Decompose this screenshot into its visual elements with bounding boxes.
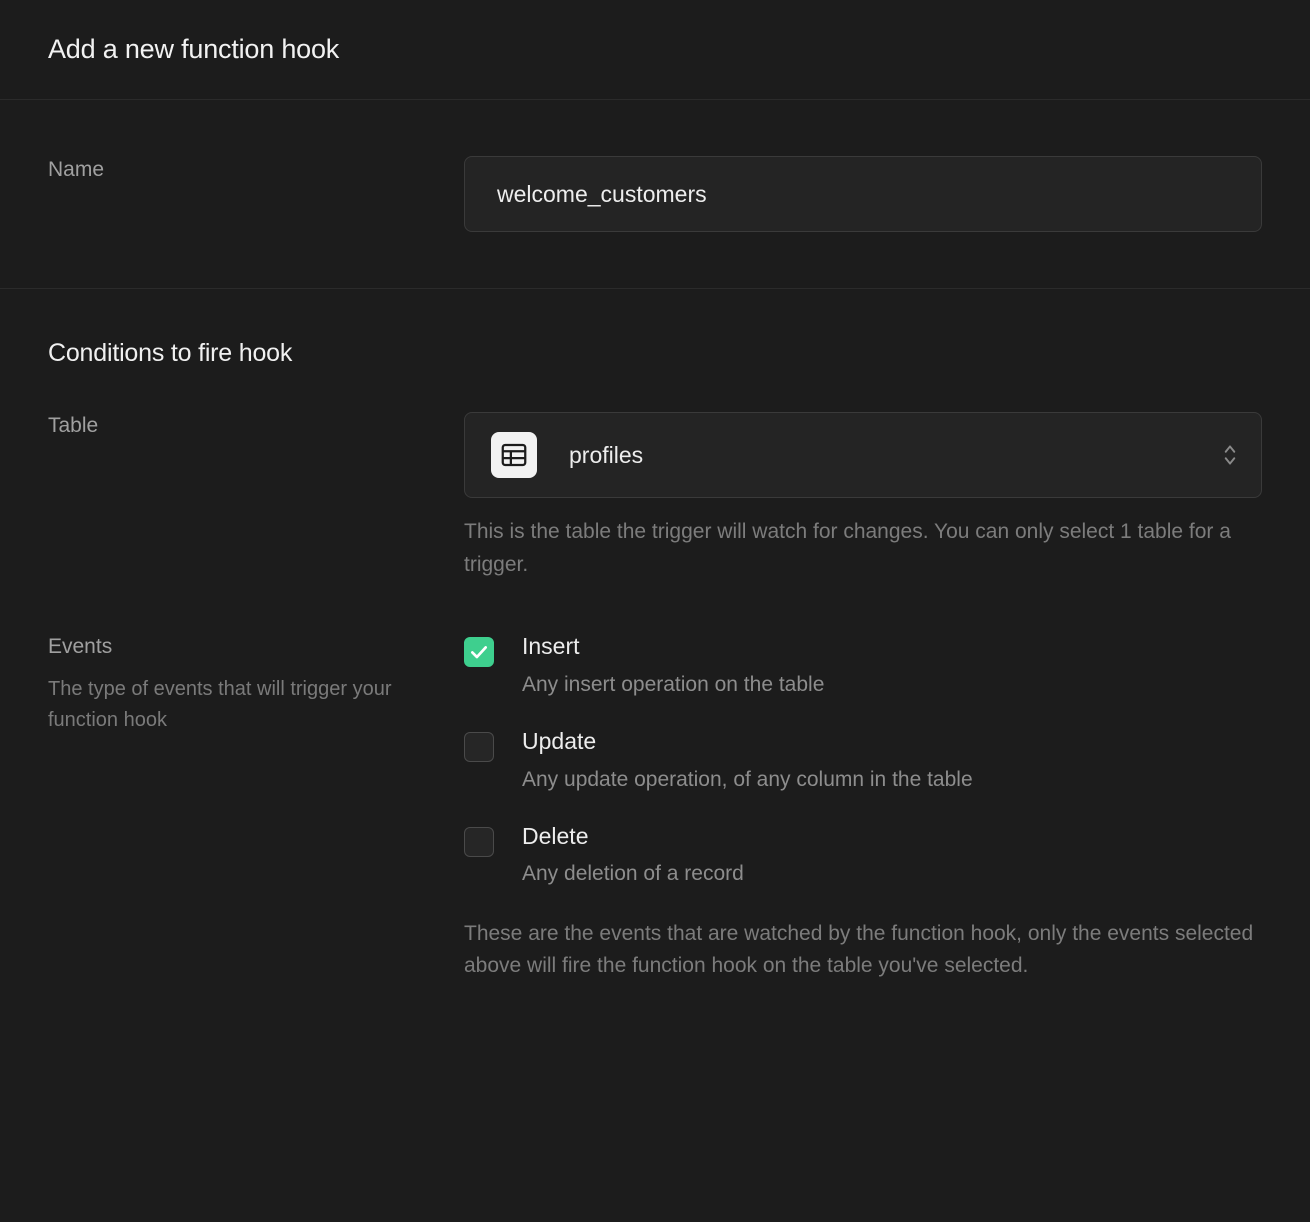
- insert-description: Any insert operation on the table: [522, 672, 825, 696]
- update-description: Any update operation, of any column in the table: [522, 767, 973, 791]
- table-field-col: [464, 412, 1262, 581]
- events-field-col: [464, 633, 1262, 983]
- table-select-hint: This is the table the trigger will watch for changes. You can only select 1 table for a trigger.: [464, 520, 1231, 576]
- chevron-up-down-icon: [1221, 440, 1239, 470]
- conditions-title: Conditions to fire hook: [48, 339, 293, 367]
- events-footer-text: These are the events that are watched by the function hook, only the events selected above will fire the function hook on the table you've selected.: [464, 921, 1254, 978]
- delete-checkbox[interactable]: [464, 827, 494, 857]
- delete-description: Any deletion of a record: [522, 862, 744, 886]
- delete-texts: [522, 823, 744, 888]
- event-option-delete[interactable]: [464, 823, 1262, 888]
- name-label-col: [48, 156, 464, 183]
- name-section: [0, 100, 1310, 289]
- events-row: [48, 633, 1262, 983]
- table-icon: [491, 432, 537, 478]
- delete-label: Delete: [522, 822, 589, 849]
- conditions-rows: [48, 412, 1262, 983]
- update-texts: [522, 728, 973, 793]
- update-label: Update: [522, 727, 597, 754]
- conditions-section: [0, 289, 1310, 983]
- table-label: Table: [48, 414, 99, 437]
- insert-checkbox[interactable]: [464, 637, 494, 667]
- table-row: [48, 412, 1262, 581]
- table-select-value: profiles: [569, 441, 644, 468]
- table-select[interactable]: [464, 412, 1262, 498]
- insert-label: Insert: [522, 633, 580, 660]
- table-label-col: [48, 412, 464, 439]
- event-option-insert[interactable]: [464, 633, 1262, 698]
- name-label: Name: [48, 158, 105, 181]
- page-title: Add a new function hook: [48, 34, 340, 64]
- event-option-update[interactable]: [464, 728, 1262, 793]
- events-label-col: [48, 633, 464, 736]
- name-row: [48, 156, 1262, 232]
- hook-name-input[interactable]: [464, 156, 1262, 232]
- events-help: The type of events that will trigger your function hook: [48, 678, 392, 732]
- dialog-header: [0, 0, 1310, 100]
- update-checkbox[interactable]: [464, 732, 494, 762]
- insert-texts: [522, 633, 824, 698]
- name-field-col: [464, 156, 1262, 232]
- events-label: Events: [48, 635, 113, 659]
